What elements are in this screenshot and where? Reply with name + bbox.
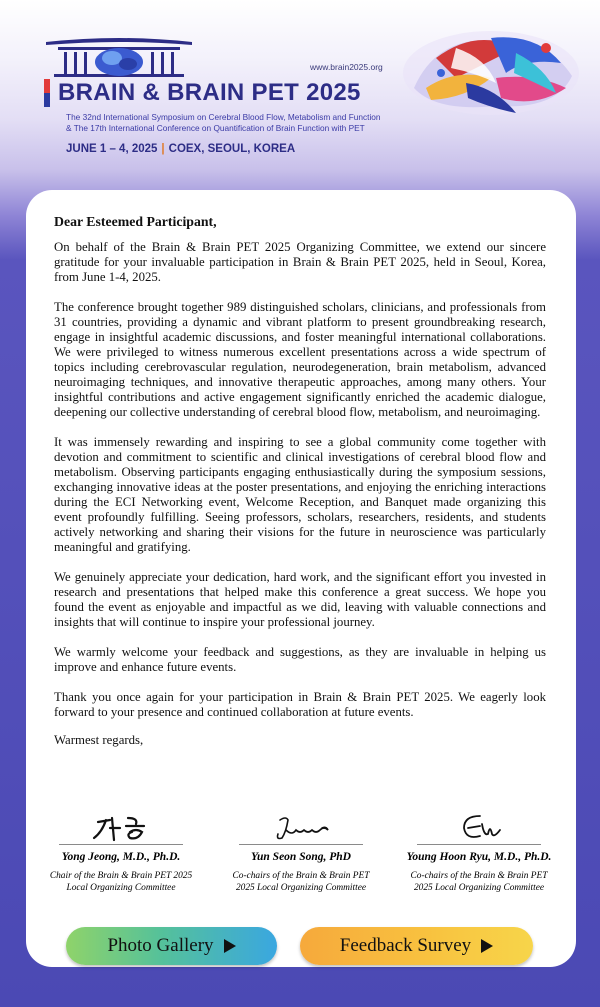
event-title: BRAIN & BRAIN PET 2025 bbox=[58, 79, 361, 106]
paragraph-community: It was immensely rewarding and inspiring to see a global community come together with devotion and commitment to scientific and clinical investigations of cerebral blood flow and metabolism. Observing participants engaging enthusiastically during the symposium sessions, exchanging innovative ideas at the poster presentations, and enjoying the enriching interactions during the ECI Networking event, Welcome Reception, and Banquet made organizing this event profoundly fulfilling. Seeing professors, scholars, researchers, residents, and students actively networking and sharing their visions for the future in neuroscience was particularly meaningful and gratifying. bbox=[54, 435, 546, 554]
role-line-2: 2025 Local Organizing Committee bbox=[235, 882, 367, 893]
signature-line bbox=[239, 844, 363, 845]
logo-accent-bar bbox=[44, 79, 50, 107]
website-url: www.brain2025.org bbox=[310, 62, 383, 72]
subtitle-line-2: & The 17th International Conference on Quantification of Brain Function with PET bbox=[66, 122, 365, 133]
signature-3-icon bbox=[434, 810, 524, 844]
closing: Warmest regards, bbox=[54, 733, 144, 747]
date-separator: | bbox=[161, 143, 165, 155]
paragraph-feedback: We warmly welcome your feedback and suggestions, as they are invaluable in helping us improve and enhance future events. bbox=[54, 645, 546, 674]
letter-body bbox=[54, 214, 546, 748]
paragraph-thanks: Thank you once again for your participation in Brain & Brain PET 2025. We eagerly look forward to your presence and continued collaboration at future events. bbox=[54, 690, 546, 719]
paragraph-intro: On behalf of the Brain & Brain PET 2025 Organizing Committee, we extend our sincere gratitude for your invaluable participation in Brain & Brain PET 2025, held in Seoul, Korea, from June 1-4, 2025. bbox=[54, 240, 546, 284]
photo-gallery-label: Photo Gallery bbox=[107, 935, 214, 956]
banner-header bbox=[0, 0, 600, 200]
letter-card bbox=[26, 190, 576, 967]
temple-logo-icon bbox=[44, 36, 194, 80]
role-line-1: Chair of the Brain & Brain PET 2025 bbox=[49, 871, 193, 881]
photo-gallery-button[interactable] bbox=[66, 927, 277, 965]
paragraph-appreciation: We genuinely appreciate your dedication, hard work, and the significant effort you invested in research and presentations that helped make this conference a great success. We hope you found the event as enjoyable and impactful as we did, leaving with valuable connections and insights that will continue to inspire your professional journey. bbox=[54, 570, 546, 629]
event-subtitle bbox=[66, 112, 386, 133]
play-arrow-icon bbox=[224, 939, 236, 953]
subtitle-line-1: The 32nd International Symposium on Cerebral Blood Flow, Metabolism and Function bbox=[66, 112, 381, 122]
event-venue: COEX, SEOUL, KOREA bbox=[168, 143, 296, 155]
signatory-role bbox=[206, 871, 396, 894]
signature-line bbox=[417, 844, 541, 845]
feedback-survey-label: Feedback Survey bbox=[339, 935, 472, 956]
signatory-role bbox=[384, 871, 574, 894]
play-arrow-icon bbox=[481, 939, 493, 953]
role-line-2: Local Organizing Committee bbox=[66, 882, 176, 893]
signatory-name: Young Hoon Ryu, M.D., Ph.D. bbox=[406, 851, 552, 863]
signature-2-icon bbox=[256, 810, 346, 844]
event-logo bbox=[44, 78, 361, 108]
role-line-1: Co-chairs of the Brain & Brain PET bbox=[410, 871, 548, 881]
signatory-role bbox=[26, 871, 216, 894]
event-date: JUNE 1 – 4, 2025 bbox=[66, 143, 158, 155]
signature-line bbox=[59, 844, 183, 845]
brain-art-icon bbox=[396, 18, 586, 128]
salutation: Dear Esteemed Participant, bbox=[54, 214, 217, 229]
feedback-survey-button[interactable] bbox=[300, 927, 533, 965]
event-date-venue bbox=[66, 143, 295, 155]
signatory-name: Yun Seon Song, PhD bbox=[251, 851, 351, 863]
role-line-2: 2025 Local Organizing Committee bbox=[413, 882, 545, 893]
signatory-3 bbox=[384, 810, 574, 894]
signature-block bbox=[26, 810, 576, 910]
role-line-1: Co-chairs of the Brain & Brain PET bbox=[232, 871, 370, 881]
signatory-2 bbox=[206, 810, 396, 894]
signatory-name: Yong Jeong, M.D., Ph.D. bbox=[61, 851, 181, 863]
signature-1-icon bbox=[76, 810, 166, 844]
signatory-1 bbox=[26, 810, 216, 894]
paragraph-overview: The conference brought together 989 distinguished scholars, clinicians, and professionals from 31 countries, providing a dynamic and vibrant platform to present groundbreaking research, engage in insightful academic discussions, and foster meaningful international collaborations. We were privileged to witness numerous excellent presentations across a wide spectrum of topics including cerebrovascular regulation, neurodegeneration, brain metabolism, advanced neuroimaging techniques, and innovative therapeutic approaches, among many others. Your insightful contributions and active engagement significantly enriched the academic dialogue, deepening our collective understanding of cerebral blood flow, metabolism, and neuroimaging. bbox=[54, 300, 546, 419]
